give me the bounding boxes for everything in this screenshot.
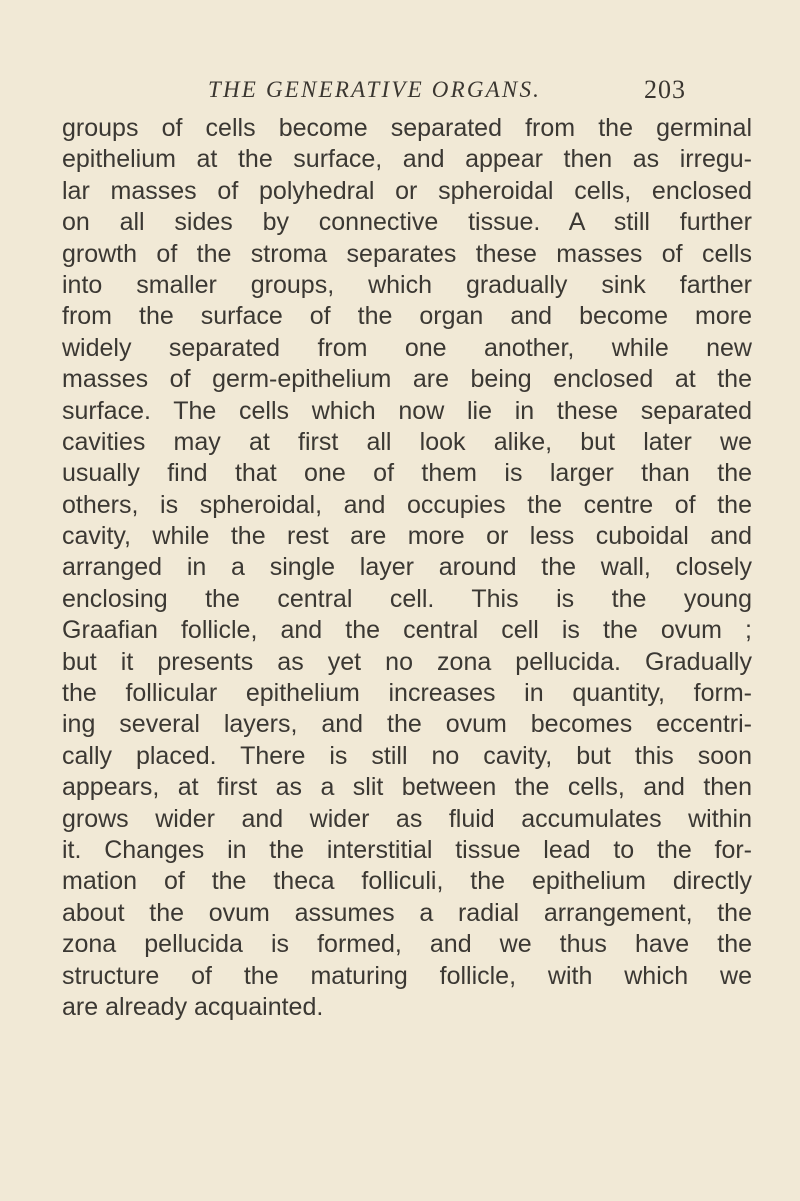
text-line: widely separated from one another, while new — [62, 333, 752, 362]
text-line: it. Changes in the interstitial tissue lead to the for- — [62, 835, 752, 864]
text-line: grows wider and wider as fluid accumulates within — [62, 804, 752, 833]
text-line: Graafian follicle, and the central cell is the ovum ; — [62, 616, 752, 645]
text-line: about the ovum assumes a radial arrangement, the — [62, 898, 752, 927]
text-line: usually find that one of them is larger than the — [62, 459, 752, 488]
running-title: THE GENERATIVE ORGANS. — [208, 77, 542, 102]
text-line: are already acquainted. — [62, 992, 324, 1021]
text-line: the follicular epithelium increases in quantity, form- — [62, 679, 752, 708]
text-line: surface. The cells which now lie in these separated — [62, 396, 752, 425]
text-line: groups of cells become separated from the germinal — [62, 114, 752, 142]
text-line: enclosing the central cell. This is the young — [62, 584, 752, 613]
text-line: growth of the stroma separates these masses of cells — [62, 239, 752, 268]
body-paragraph — [62, 113, 752, 1023]
text-line: into smaller groups, which gradually sink farther — [62, 270, 752, 299]
text-line: arranged in a single layer around the wall, closely — [62, 553, 752, 582]
page-number: 203 — [644, 75, 686, 104]
text-line: epithelium at the surface, and appear then as irregu- — [62, 145, 752, 174]
text-line: structure of the maturing follicle, with which we — [62, 961, 752, 990]
text-line: zona pellucida is formed, and we thus have the — [62, 930, 752, 959]
text-line: mation of the theca folliculi, the epithelium directly — [62, 867, 752, 896]
text-line: cally placed. There is still no cavity, but this soon — [62, 741, 752, 770]
text-line: from the surface of the organ and become more — [62, 302, 752, 331]
text-line: cavity, while the rest are more or less cuboidal and — [62, 522, 752, 551]
running-head — [62, 76, 737, 108]
text-line: appears, at first as a slit between the cells, and then — [62, 773, 752, 802]
text-line: others, is spheroidal, and occupies the centre of the — [62, 490, 752, 519]
text-line: but it presents as yet no zona pellucida. Gradually — [62, 647, 752, 676]
text-line: on all sides by connective tissue. A still further — [62, 208, 752, 237]
text-line: masses of germ-epithelium are being enclosed at the — [62, 365, 752, 394]
text-line: cavities may at first all look alike, but later we — [62, 427, 752, 456]
text-line: ing several layers, and the ovum becomes eccentri- — [62, 710, 752, 739]
text-line: lar masses of polyhedral or spheroidal cells, enclosed — [62, 176, 752, 205]
